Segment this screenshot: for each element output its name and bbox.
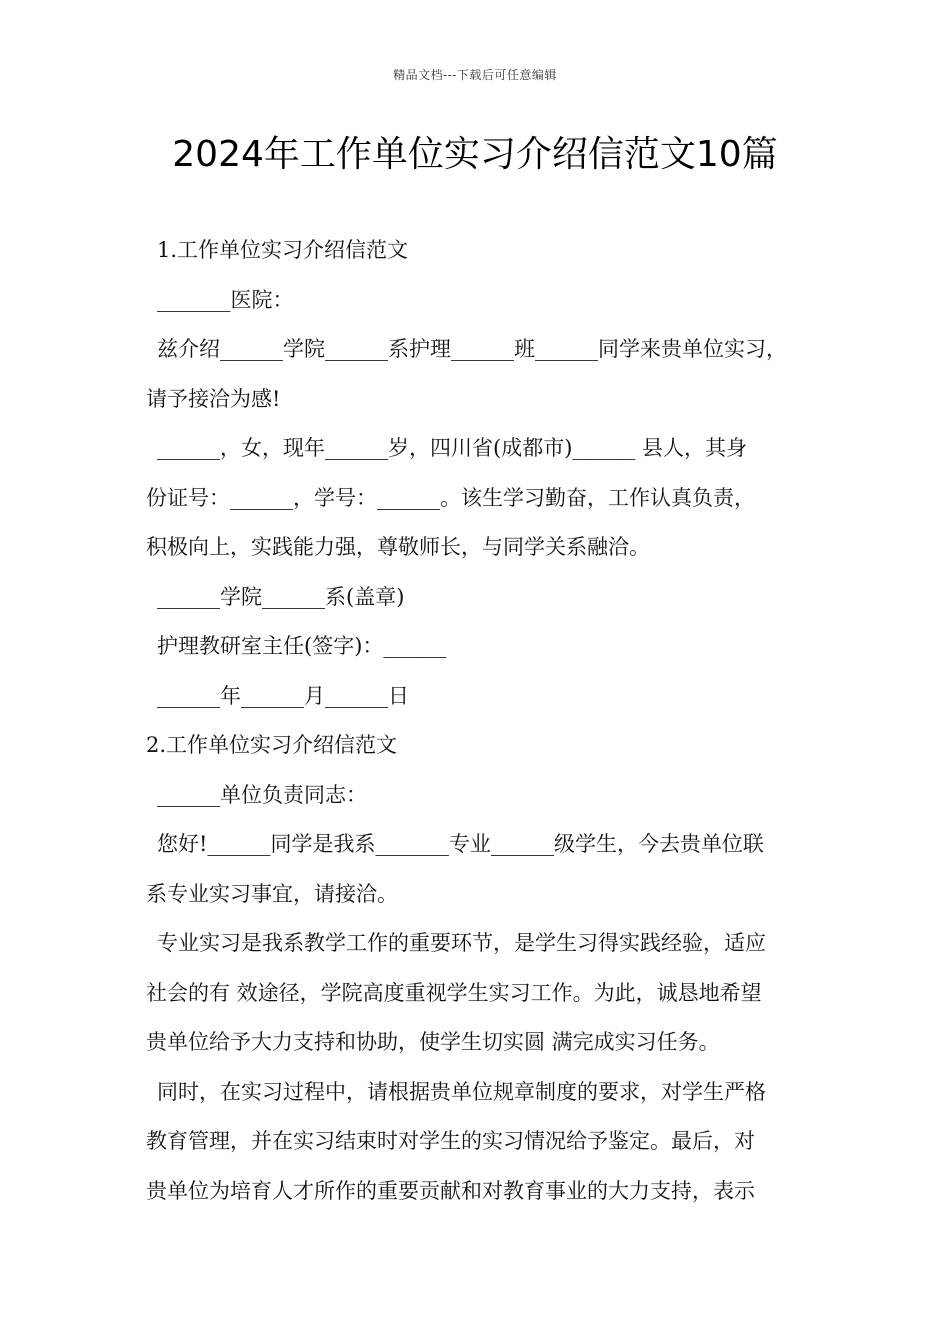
paragraph-line: 专业实习是我系教学工作的重要环节，是学生习得实践经验，适应: [157, 931, 766, 955]
paragraph-line: 贵单位为培育人才所作的重要贡献和对教育事业的大力支持，表示: [146, 1178, 755, 1203]
paragraph-line: 同时，在实习过程中，请根据贵单位规章制度的要求，对学生严格: [157, 1079, 766, 1104]
paragraph-line: 积极向上，实践能力强，尊敬师长，与同学关系融洽。: [146, 535, 650, 559]
paragraph-line: 兹介绍______学院______系护理______班______同学来贵单位实习，: [157, 337, 787, 361]
paragraph-line: 份证号：______，学号：______。该生学习勤奋，工作认真负责，: [146, 485, 755, 510]
signature-line: ______学院______系(盖章): [157, 584, 405, 609]
salutation-line: ______单位负责同志：: [157, 782, 367, 807]
document-title: 2024年工作单位实习介绍信范文10篇: [172, 134, 778, 175]
paragraph-line: 请予接洽为感!: [146, 386, 281, 411]
section-heading-1: 1.工作单位实习介绍信范文: [157, 238, 409, 262]
paragraph-line: 教育管理，并在实习结束时对学生的实习情况给予鉴定。最后，对: [146, 1129, 755, 1153]
signature-line: 护理教研室主任(签字)：______: [157, 634, 447, 658]
header-note: 精品文档---下载后可任意编辑: [393, 68, 557, 82]
paragraph-line: 贵单位给予大力支持和协助，使学生切实圆 满完成实习任务。: [146, 1030, 720, 1054]
document-body: [146, 226, 810, 1216]
date-line: ______年______月______日: [157, 683, 409, 708]
section-heading-2: 2.工作单位实习介绍信范文: [146, 733, 398, 757]
salutation-line: _______医院：: [157, 287, 294, 312]
paragraph-line: 系专业实习事宜，请接洽。: [146, 881, 398, 906]
paragraph-line: 您好!______同学是我系_______专业______级学生，今去贵单位联: [157, 832, 764, 856]
paragraph-line: 社会的有 效途径，学院高度重视学生实习工作。为此，诚恳地希望: [146, 980, 762, 1005]
paragraph-line: ______，女，现年______岁，四川省(成都市)______ 县人，其身: [157, 436, 748, 460]
